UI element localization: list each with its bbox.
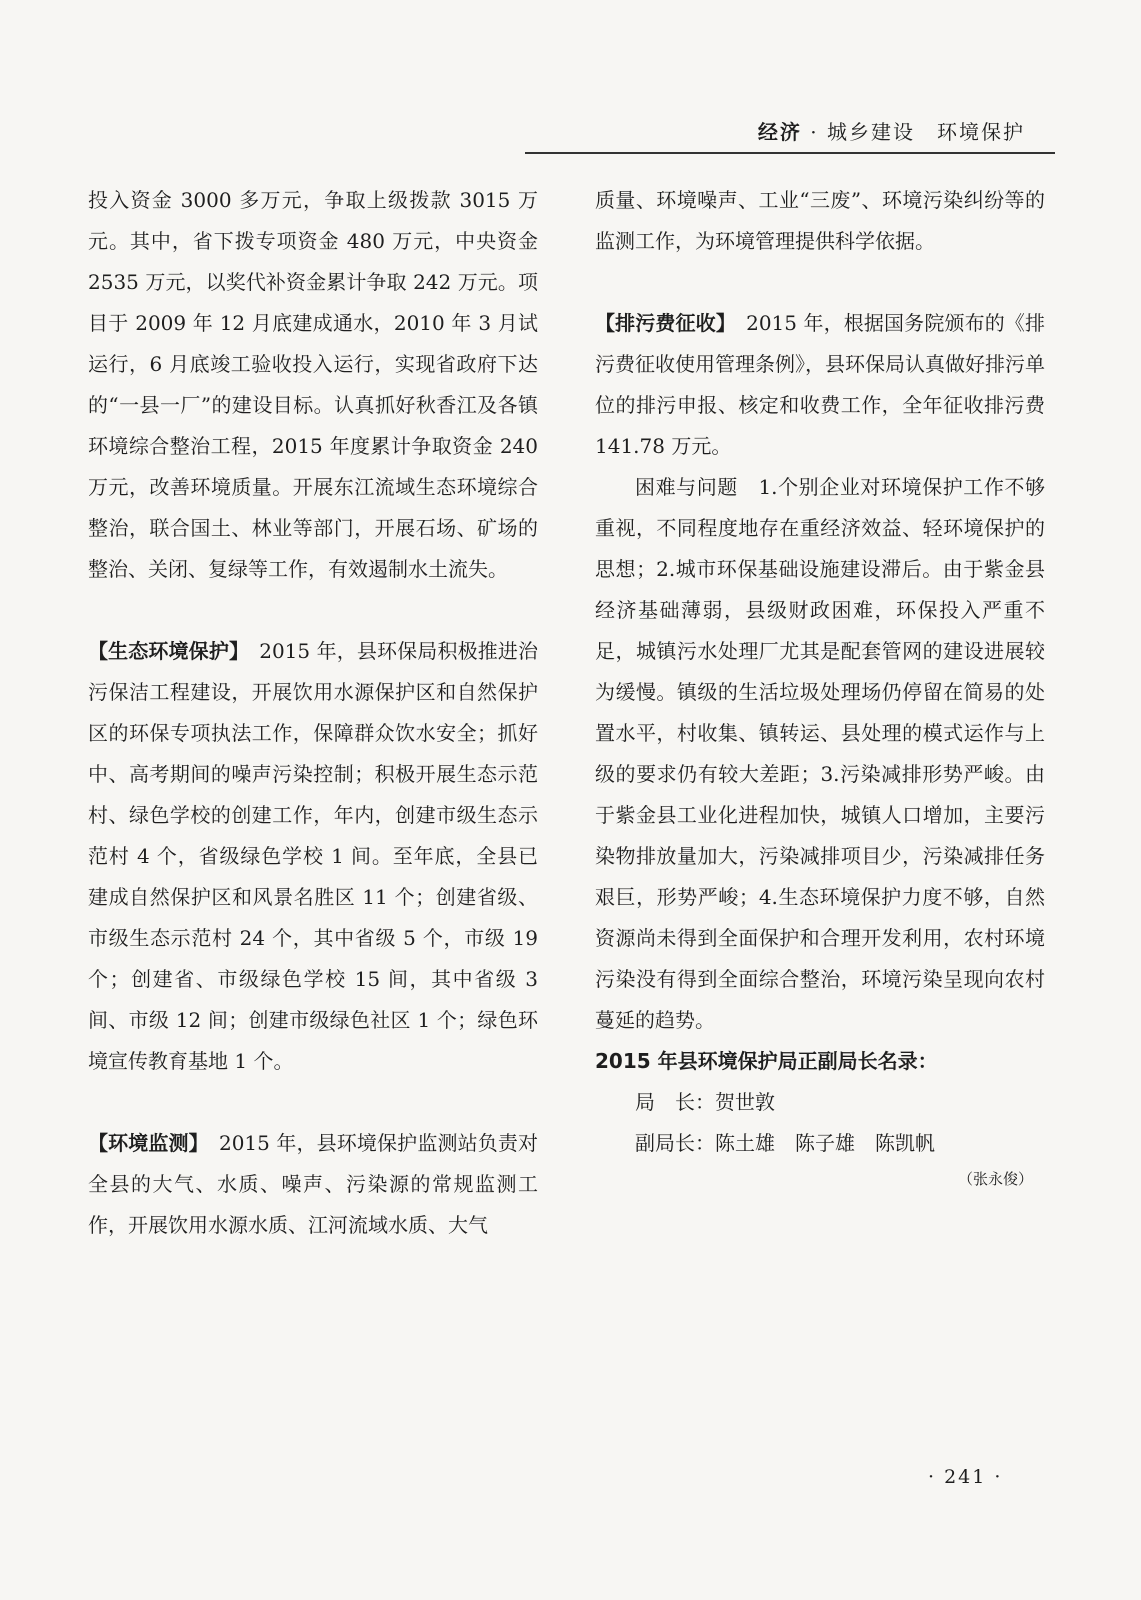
heading-fee-collection: 【排污费征收】 (595, 311, 726, 335)
heading-eco-protection: 【生态环境保护】 (88, 639, 240, 663)
paragraph-eco-protection (88, 631, 538, 1082)
fee-collection-body: 2015 年，根据国务院颁布的《排污费征收使用管理条例》，县环保局认真做好排污单位的排污申报、核定和收费工作，全年征收排污费 141.78 万元。 (595, 311, 1046, 458)
paragraph-problems: 困难与问题 1.个别企业对环境保护工作不够重视，不同程度地存在重经济效益、轻环境保护的思想；2.城市环保基础设施建设滞后。由于紫金县经济基础薄弱，县级财政困难，环保投入严重不足，城镇污水处理厂尤其是配套管网的建设进展较为缓慢。镇级的生活垃圾处理场仍停留在简易的处置水平，村收集、镇转运、县处理的模式运作与上级的要求仍有较大差距；3.污染减排形势严峻。由于紫金县工业化进程加快，城镇人口增加，主要污染物排放量加大，污染减排项目少，污染减排任务艰巨，形势严峻；4.生态环境保护力度不够，自然资源尚未得到全面保护和合理开发利用，农村环境污染没有得到全面综合整治，环境污染呈现向农村蔓延的趋势。 (595, 475, 1045, 1032)
right-column (595, 180, 1045, 1194)
director-entry: 局 长：贺世敦 (635, 1090, 775, 1114)
paragraph-monitoring (88, 1123, 538, 1246)
spacer (595, 262, 1045, 303)
header-section: 经济 (757, 120, 802, 144)
spacer (88, 590, 538, 631)
left-column (88, 180, 538, 1246)
paragraph-monitoring-cont: 质量、环境噪声、工业“三废”、环境污染纠纷等的监测工作，为环境管理提供科学依据。 (595, 188, 1045, 253)
author-credit: （张永俊） (957, 1170, 1033, 1188)
running-header (525, 108, 1055, 154)
deputy-directors-entry: 副局长：陈土雄 陈子雄 陈凯帆 (635, 1131, 935, 1155)
running-header-text (758, 116, 1025, 145)
paragraph-fee-collection (595, 303, 1045, 467)
spacer (88, 1082, 538, 1123)
monitoring-body: 2015 年，县环境保护监测站负责对全县的大气、水质、噪声、污染源的常规监测工作，开展饮用水源水质、江河流域水质、大气 (88, 1131, 538, 1237)
leadership-list-title: 2015 年县环境保护局正副局长名录： (595, 1049, 938, 1073)
eco-protection-body: 2015 年，县环保局积极推进治污保洁工程建设，开展饮用水源保护区和自然保护区的环保专项执法工作，保障群众饮水安全；抓好中、高考期间的噪声污染控制；积极开展生态示范村、绿色学校的创建工作，年内，创建市级生态示范村 4 个，省级绿色学校 1 间。至年底，全县已建成自然保护区和风景名胜区 11 个；创建省级、市级生态示范村 24 个，其中省级 5 个，市级 19 个；创建省、市级绿色学校 15 间，其中省级 3 间、市级 12 间；创建市级绿色社区 1 个；绿色环境宣传教育基地 1 个。 (88, 639, 538, 1073)
heading-monitoring: 【环境监测】 (88, 1131, 199, 1155)
header-subsection: 城乡建设 环境保护 (827, 120, 1025, 144)
header-separator: · (810, 120, 819, 144)
page-number: · 241 · (928, 1466, 1003, 1488)
paragraph-investment: 投入资金 3000 多万元，争取上级拨款 3015 万元。其中，省下拨专项资金 480 万元，中央资金 2535 万元，以奖代补资金累计争取 242 万元。项目于 2009 年 12 月底建成通水，2010 年 3 月试运行，6 月底竣工验收投入运行，实现省政府下达的“一县一厂”的建设目标。认真抓好秋香江及各镇环境综合整治工程，2015 年度累计争取资金 240 万元，改善环境质量。开展东江流域生态环境综合整治，联合国土、林业等部门，开展石场、矿场的整治、关闭、复绿等工作，有效遏制水土流失。 (88, 188, 538, 581)
